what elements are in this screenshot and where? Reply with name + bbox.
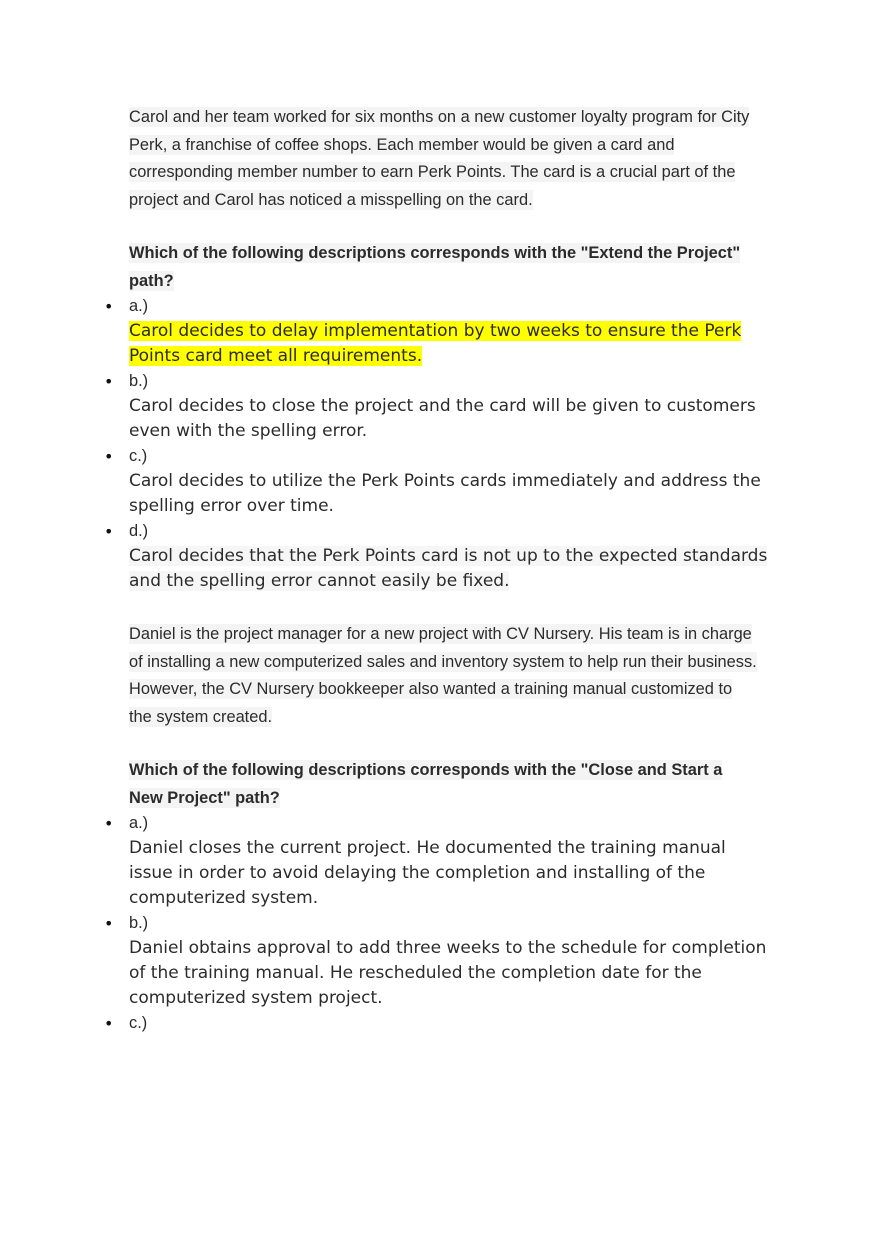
- option-text-selected: [129, 319, 769, 369]
- answer-option-a[interactable]: [100, 811, 780, 911]
- option-label: d.): [129, 522, 149, 540]
- scenario-paragraph-1: [129, 104, 759, 214]
- answer-option-d[interactable]: [100, 519, 780, 594]
- option-text: Carol decides to utilize the Perk Points cards immediately and address the spelling error over time.: [129, 471, 761, 516]
- answer-option-c[interactable]: [100, 444, 780, 519]
- option-label: b.): [129, 372, 149, 390]
- option-label: a.): [129, 814, 149, 832]
- option-text: Carol decides to close the project and the card will be given to customers even with the spelling error.: [129, 396, 756, 441]
- bullet-icon: •: [104, 297, 114, 316]
- option-label: c.): [129, 447, 148, 465]
- scenario-paragraph-2: [129, 621, 759, 731]
- bullet-icon: •: [104, 814, 114, 833]
- option-label: b.): [129, 914, 149, 932]
- answer-option-a[interactable]: [100, 294, 780, 369]
- option-text: Daniel closes the current project. He documented the training manual issue in order to avoid delaying the completion and installing of the computerized system.: [129, 838, 726, 908]
- bullet-icon: •: [104, 914, 114, 933]
- scenario-text: Daniel is the project manager for a new project with CV Nursery. His team is in charge of installing a new computerized sales and inventory system to help run their business. However, the CV Nursery bookkeeper also wanted a training manual customized to the system created.: [129, 625, 757, 726]
- selected-highlight: Carol decides to delay implementation by two weeks to ensure the Perk Points card meet all requirements.: [129, 321, 742, 366]
- option-text: Daniel obtains approval to add three weeks to the schedule for completion of the training manual. He rescheduled the completion date for the computerized system project.: [129, 938, 767, 1008]
- option-label: a.): [129, 297, 149, 315]
- question-prompt-2: [129, 756, 759, 812]
- answer-option-c[interactable]: [100, 1011, 780, 1036]
- question-prompt-1: [129, 239, 759, 295]
- bullet-icon: •: [104, 372, 114, 391]
- answer-options-2: [100, 811, 780, 1036]
- option-label: c.): [129, 1014, 148, 1032]
- bullet-icon: •: [104, 522, 114, 541]
- option-text: [129, 544, 769, 594]
- bullet-icon: •: [104, 1014, 114, 1033]
- answer-option-b[interactable]: [100, 369, 780, 444]
- option-text-shaded: Carol decides that the Perk Points card is not up to the expected standards and the spelling error cannot easily be fixed.: [129, 546, 768, 591]
- answer-options-1: [100, 294, 780, 594]
- question-text: Which of the following descriptions corresponds with the "Close and Start a New Project" path?: [129, 761, 723, 807]
- bullet-icon: •: [104, 447, 114, 466]
- question-text: Which of the following descriptions corresponds with the "Extend the Project" path?: [129, 244, 741, 290]
- scenario-text: Carol and her team worked for six months on a new customer loyalty program for City Perk, a franchise of coffee shops. Each member would be given a card and corresponding member number to earn Perk Points. The card is a crucial part of the project and Carol has noticed a misspelling on the card.: [129, 108, 750, 209]
- answer-option-b[interactable]: [100, 911, 780, 1011]
